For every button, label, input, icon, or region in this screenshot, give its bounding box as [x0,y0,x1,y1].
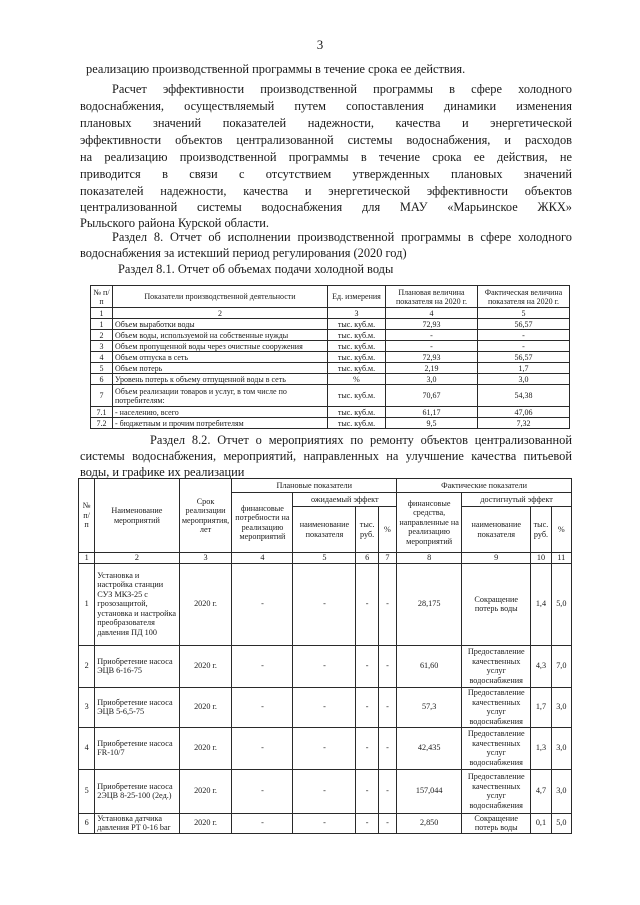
fact-effect-pct: 5,0 [551,563,571,645]
planned-value: 9,5 [386,418,478,429]
plan-effect-rub: - [356,769,378,813]
planned-value: - [386,330,478,341]
col-number: 6 [356,553,378,564]
fact-effect-rub: 4,3 [531,645,551,687]
indicator-name: Объем выработки воды [113,319,328,330]
table1-body [91,319,570,429]
actual-value: 3,0 [478,374,570,385]
column-number-row [79,553,572,564]
table-row [79,687,572,727]
col-header-fact-effect-pct: % [551,507,571,553]
table-row [91,418,570,429]
col-header-plan-effect-pct: % [378,507,396,553]
plan-finance: - [232,769,293,813]
plan-finance: - [232,727,293,769]
actual-value: 56,57 [478,319,570,330]
measure-name: Приобретение насоса ЭЦВ 5-6,5-75 [95,687,179,727]
table-row [91,330,570,341]
fact-finance: 28,175 [397,563,462,645]
actual-value: 54,38 [478,385,570,407]
row-number: 4 [79,727,95,769]
term: 2020 г. [179,687,232,727]
col-number: 2 [113,308,328,319]
table-row [91,352,570,363]
planned-value: 72,93 [386,319,478,330]
section-heading: Раздел 8. Отчет об исполнении производственной программы в сфере холодного [112,230,572,244]
term: 2020 г. [179,645,232,687]
plan-effect-name: - [293,687,356,727]
paragraph-line: приводится в связи с отсутствием утвержденных плановых значений [80,167,572,181]
unit: тыс. куб.м. [328,407,386,418]
section-heading: Раздел 8.2. Отчет о мероприятиях по ремонту объектов централизованной [150,433,572,447]
paragraph-line: Рыльского района Курской области. [80,216,270,230]
plan-effect-name: - [293,813,356,833]
plan-effect-pct: - [378,687,396,727]
table-row [91,407,570,418]
actual-value: 47,06 [478,407,570,418]
fact-finance: 42,435 [397,727,462,769]
actual-value: 56,57 [478,352,570,363]
plan-finance: - [232,645,293,687]
fact-effect-rub: 4,7 [531,769,551,813]
indicator-name: - населению, всего [113,407,328,418]
row-number: 5 [79,769,95,813]
fact-finance: 157,044 [397,769,462,813]
fact-effect-name: Сокращение потерь воды [462,813,531,833]
row-number: 5 [91,363,113,374]
planned-value: 2,19 [386,363,478,374]
fact-effect-rub: 1,3 [531,727,551,769]
indicator-name: Объем реализации товаров и услуг, в том числе по потребителям: [113,385,328,407]
indicator-name: Объем пропущенной воды через очистные сооружения [113,341,328,352]
fact-effect-name: Предоставление качественных услуг водоснабжения [462,645,531,687]
col-header-fact-finance: финансовые средства, направленные на реализацию мероприятий [397,493,462,553]
col-header-plan-effect-name: наименование показателя [293,507,356,553]
term: 2020 г. [179,727,232,769]
planned-value: - [386,341,478,352]
col-header-actual: Фактическая величина показателя на 2020 г. [478,286,570,308]
paragraph-line: эффективности объектов централизованной системы водоснабжения, и расходов [80,133,572,147]
fact-effect-pct: 3,0 [551,687,571,727]
fact-effect-pct: 3,0 [551,769,571,813]
table-row [91,363,570,374]
table1-caption: Раздел 8.1. Отчет об объемах подачи холодной воды [118,262,394,276]
col-header-plan-effect: ожидаемый эффект [293,493,397,507]
plan-effect-rub: - [356,563,378,645]
col-number: 8 [397,553,462,564]
fact-finance: 2,850 [397,813,462,833]
actual-value: - [478,330,570,341]
col-header-planned: Плановая величина показателя на 2020 г. [386,286,478,308]
col-header-num: № п/ п [79,479,95,553]
measure-name: Установка и настройка станции СУЗ МКЗ-25 с грозозащитой, установка и настройка преобразователя давления ПД 100 [95,563,179,645]
unit: тыс. куб.м. [328,385,386,407]
plan-effect-rub: - [356,727,378,769]
col-number: 5 [293,553,356,564]
col-number: 7 [378,553,396,564]
paragraph-line: централизованной системы водоснабжения для МАУ «Марьинское ЖКХ» [80,200,572,214]
section-heading: системы водоснабжения, мероприятий, направленных на улучшение качества питьевой [80,449,572,463]
section-heading: воды, и графике их реализации [80,465,245,479]
paragraph-line: плановых значений показателей надежности, качества и энергетической [80,116,572,130]
col-number: 2 [95,553,179,564]
col-header-actual-group: Фактические показатели [397,479,572,493]
col-number: 3 [179,553,232,564]
unit: тыс. куб.м. [328,330,386,341]
table-row [91,374,570,385]
plan-effect-name: - [293,645,356,687]
planned-value: 3,0 [386,374,478,385]
actual-value: 7,32 [478,418,570,429]
col-number: 4 [232,553,293,564]
fact-effect-name: Предоставление качественных услуг водоснабжения [462,769,531,813]
plan-effect-pct: - [378,813,396,833]
term: 2020 г. [179,563,232,645]
indicator-name: Объем потерь [113,363,328,374]
fact-effect-rub: 1,7 [531,687,551,727]
unit: тыс. куб.м. [328,418,386,429]
row-number: 7.1 [91,407,113,418]
indicator-name: Уровень потерь к объему отпущенной воды в сеть [113,374,328,385]
term: 2020 г. [179,813,232,833]
plan-effect-name: - [293,727,356,769]
row-number: 7 [91,385,113,407]
col-header-plan-finance: финансовые потребности на реализацию мероприятий [232,493,293,553]
fact-finance: 61,60 [397,645,462,687]
row-number: 3 [91,341,113,352]
planned-value: 61,17 [386,407,478,418]
plan-finance: - [232,687,293,727]
col-header-num: № п/п [91,286,113,308]
col-number: 11 [551,553,571,564]
col-number: 9 [462,553,531,564]
row-number: 6 [79,813,95,833]
col-header-planned-group: Плановые показатели [232,479,397,493]
paragraph-line: Расчет эффективности производственной программы в сфере холодного [112,82,572,96]
measure-name: Установка датчика давления РТ 0-16 bar [95,813,179,833]
indicator-name: Объем воды, используемой на собственные нужды [113,330,328,341]
fact-effect-pct: 5,0 [551,813,571,833]
row-number: 4 [91,352,113,363]
table-row [91,341,570,352]
table-row [91,385,570,407]
paragraph-line: водоснабжения, осуществляемый путем сопоставления динамики изменения [80,99,572,113]
row-number: 1 [91,319,113,330]
plan-finance: - [232,813,293,833]
plan-effect-pct: - [378,769,396,813]
col-header-fact-effect: достигнутый эффект [462,493,572,507]
indicator-name: - бюджетным и прочим потребителям [113,418,328,429]
col-number: 4 [386,308,478,319]
term: 2020 г. [179,769,232,813]
row-number: 3 [79,687,95,727]
unit: % [328,374,386,385]
col-number: 1 [91,308,113,319]
table2-body [79,563,572,833]
table-row [79,813,572,833]
measure-name: Приобретение насоса ЭЦВ 6-16-75 [95,645,179,687]
col-header-name: Наименование мероприятий [95,479,179,553]
paragraph-line: реализацию производственной программы в течение срока ее действия. [86,62,466,76]
unit: тыс. куб.м. [328,319,386,330]
table-row [91,319,570,330]
paragraph-line: показателей надежности, качества и энергетической эффективности объектов [80,184,572,198]
col-number: 5 [478,308,570,319]
col-header-indicator: Показатели производственной деятельности [113,286,328,308]
fact-effect-pct: 3,0 [551,727,571,769]
fact-finance: 57,3 [397,687,462,727]
fact-effect-name: Сокращение потерь воды [462,563,531,645]
table-measures [78,478,572,834]
fact-effect-rub: 0,1 [531,813,551,833]
plan-effect-name: - [293,769,356,813]
unit: тыс. куб.м. [328,352,386,363]
actual-value: - [478,341,570,352]
col-header-plan-effect-rub: тыс. руб. [356,507,378,553]
unit: тыс. куб.м. [328,341,386,352]
plan-effect-pct: - [378,563,396,645]
col-header-term: Срок реализации мероприятия, лет [179,479,232,553]
plan-effect-rub: - [356,687,378,727]
paragraph-line: на реализацию производственной программы в течение срока ее действия, не [80,150,572,164]
row-number: 7.2 [91,418,113,429]
fact-effect-rub: 1,4 [531,563,551,645]
planned-value: 70,67 [386,385,478,407]
col-header-unit: Ед. измерения [328,286,386,308]
row-number: 2 [79,645,95,687]
measure-name: Приобретение насоса 2ЭЦВ 8-25-100 (2ед.) [95,769,179,813]
row-number: 6 [91,374,113,385]
section-heading: водоснабжения за истекший период регулирования (2020 год) [80,246,407,260]
col-header-fact-effect-rub: тыс. руб. [531,507,551,553]
fact-effect-name: Предоставление качественных услуг водоснабжения [462,687,531,727]
table-row [79,727,572,769]
col-header-fact-effect-name: наименование показателя [462,507,531,553]
col-number: 10 [531,553,551,564]
table-row [79,563,572,645]
plan-effect-name: - [293,563,356,645]
plan-finance: - [232,563,293,645]
row-number: 2 [91,330,113,341]
row-number: 1 [79,563,95,645]
plan-effect-rub: - [356,645,378,687]
table-water-supply-volumes [90,285,570,429]
col-number: 3 [328,308,386,319]
page-number: 3 [316,37,324,52]
plan-effect-rub: - [356,813,378,833]
table-row [79,769,572,813]
actual-value: 1,7 [478,363,570,374]
table-row [79,645,572,687]
planned-value: 72,93 [386,352,478,363]
plan-effect-pct: - [378,645,396,687]
fact-effect-pct: 7,0 [551,645,571,687]
indicator-name: Объем отпуска в сеть [113,352,328,363]
unit: тыс. куб.м. [328,363,386,374]
fact-effect-name: Предоставление качественных услуг водоснабжения [462,727,531,769]
measure-name: Приобретение насоса FR-10/7 [95,727,179,769]
col-number: 1 [79,553,95,564]
plan-effect-pct: - [378,727,396,769]
